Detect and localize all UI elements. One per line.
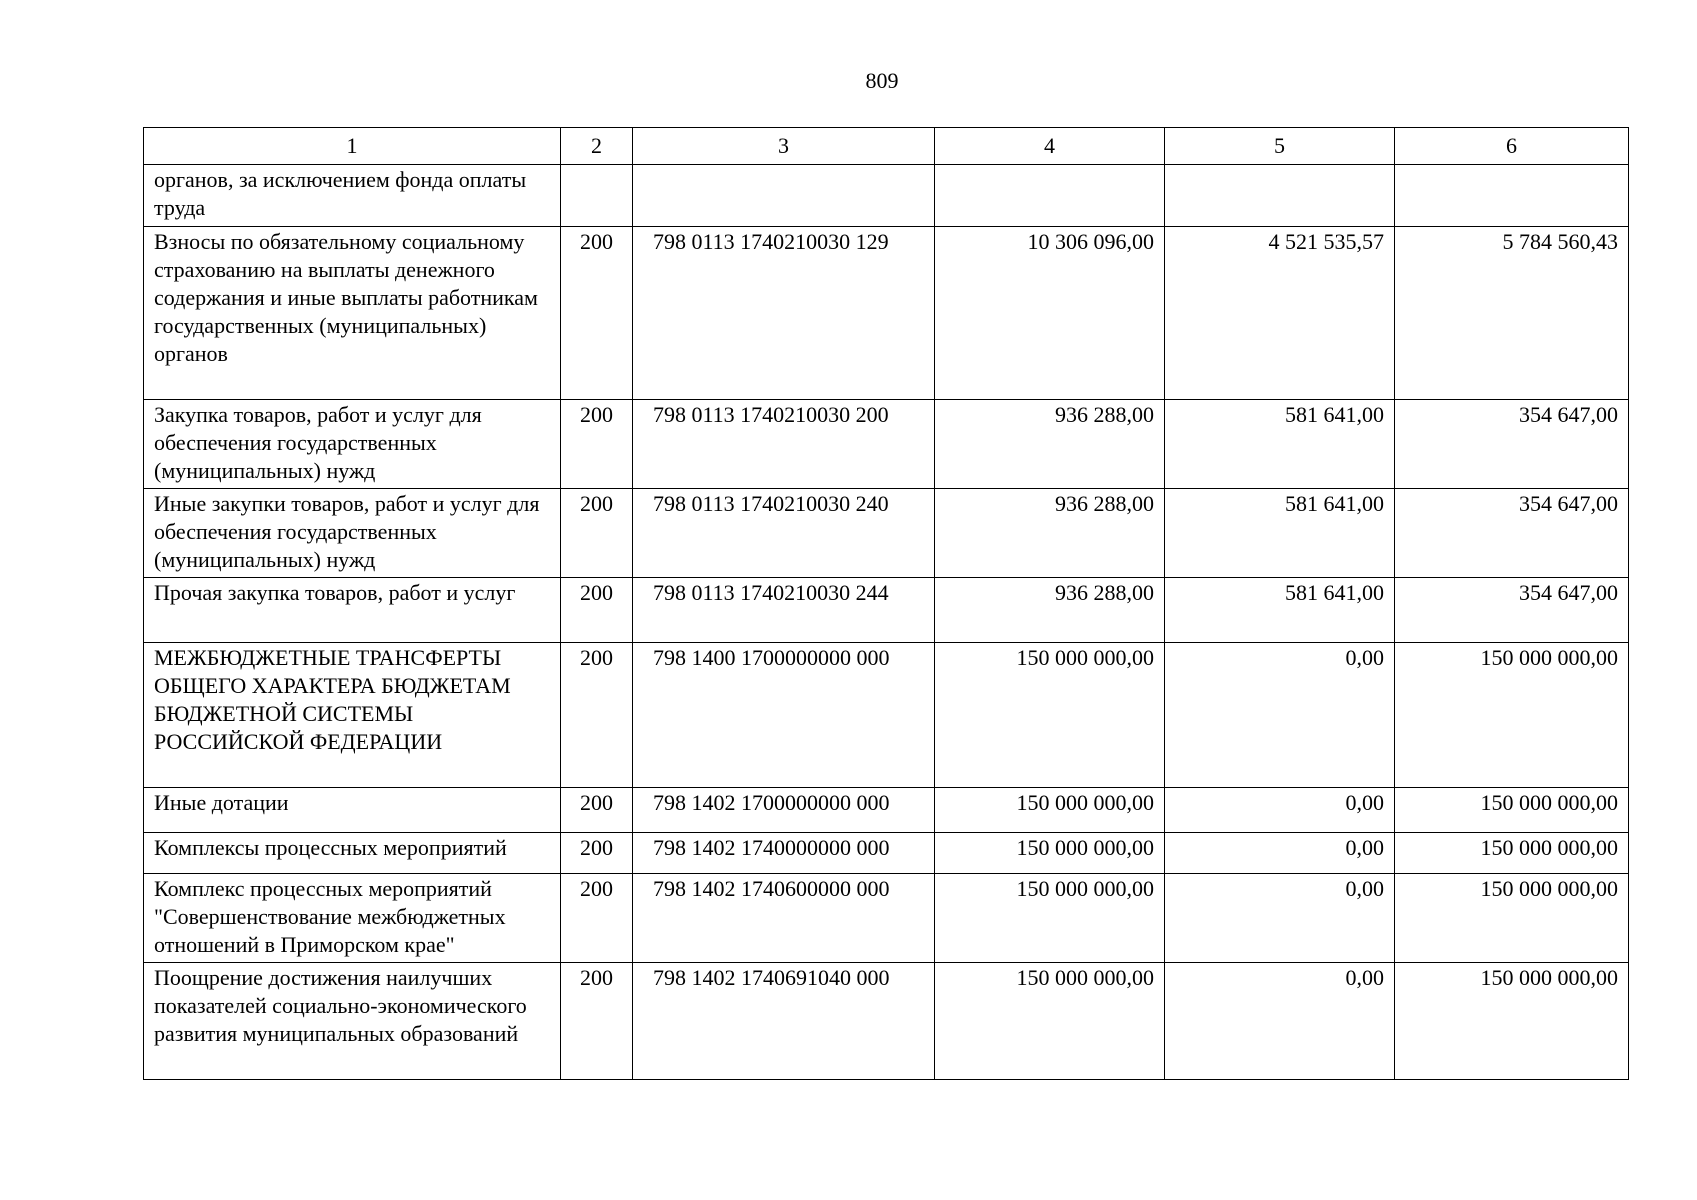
- row-name-cell: органов, за исключением фонда оплаты труда: [144, 165, 561, 227]
- column-header: 5: [1165, 128, 1395, 165]
- row-code-cell: 798 0113 1740210030 244: [633, 578, 935, 643]
- row-name-cell: Комплекс процессных мероприятий "Совершенствование межбюджетных отношений в Приморском крае": [144, 874, 561, 963]
- row-executed-cell: 0,00: [1165, 874, 1395, 963]
- table-row: [144, 227, 1629, 400]
- row-remaining-cell: 354 647,00: [1395, 578, 1629, 643]
- row-admin-cell: 200: [561, 489, 633, 578]
- row-remaining-cell: 354 647,00: [1395, 489, 1629, 578]
- row-approved-cell: 150 000 000,00: [935, 643, 1165, 788]
- row-code-cell: 798 1402 1740600000 000: [633, 874, 935, 963]
- table-row: [144, 874, 1629, 963]
- row-name-cell: Иные дотации: [144, 788, 561, 833]
- row-code-cell: [633, 165, 935, 227]
- row-remaining-cell: 150 000 000,00: [1395, 874, 1629, 963]
- row-name-cell: Комплексы процессных мероприятий: [144, 833, 561, 874]
- row-approved-cell: 936 288,00: [935, 489, 1165, 578]
- row-executed-cell: 581 641,00: [1165, 400, 1395, 489]
- row-admin-cell: 200: [561, 874, 633, 963]
- row-approved-cell: 936 288,00: [935, 578, 1165, 643]
- column-header: 4: [935, 128, 1165, 165]
- row-name-cell: Взносы по обязательному социальному страхованию на выплаты денежного содержания и иные выплаты работникам государственных (муниципальных) органов: [144, 227, 561, 400]
- row-name-cell: Прочая закупка товаров, работ и услуг: [144, 578, 561, 643]
- row-executed-cell: 581 641,00: [1165, 578, 1395, 643]
- row-executed-cell: 0,00: [1165, 788, 1395, 833]
- row-approved-cell: 10 306 096,00: [935, 227, 1165, 400]
- row-remaining-cell: 150 000 000,00: [1395, 833, 1629, 874]
- row-executed-cell: 4 521 535,57: [1165, 227, 1395, 400]
- row-admin-cell: 200: [561, 578, 633, 643]
- table-row: [144, 788, 1629, 833]
- row-executed-cell: 581 641,00: [1165, 489, 1395, 578]
- row-remaining-cell: 5 784 560,43: [1395, 227, 1629, 400]
- column-header: 1: [144, 128, 561, 165]
- row-approved-cell: [935, 165, 1165, 227]
- row-remaining-cell: 150 000 000,00: [1395, 963, 1629, 1080]
- row-admin-cell: 200: [561, 227, 633, 400]
- row-admin-cell: 200: [561, 833, 633, 874]
- table-row: [144, 578, 1629, 643]
- row-code-cell: 798 1402 1740691040 000: [633, 963, 935, 1080]
- table-row: [144, 489, 1629, 578]
- row-approved-cell: 150 000 000,00: [935, 874, 1165, 963]
- row-code-cell: 798 1400 1700000000 000: [633, 643, 935, 788]
- row-approved-cell: 150 000 000,00: [935, 788, 1165, 833]
- row-remaining-cell: 150 000 000,00: [1395, 788, 1629, 833]
- row-admin-cell: 200: [561, 788, 633, 833]
- row-remaining-cell: 150 000 000,00: [1395, 643, 1629, 788]
- row-admin-cell: 200: [561, 963, 633, 1080]
- row-code-cell: 798 1402 1700000000 000: [633, 788, 935, 833]
- row-code-cell: 798 0113 1740210030 200: [633, 400, 935, 489]
- table-header-row: [144, 128, 1629, 165]
- page-number: 809: [865, 68, 899, 93]
- row-admin-cell: 200: [561, 643, 633, 788]
- column-header: 3: [633, 128, 935, 165]
- column-header: 6: [1395, 128, 1629, 165]
- column-header: 2: [561, 128, 633, 165]
- row-name-cell: Закупка товаров, работ и услуг для обеспечения государственных (муниципальных) нужд: [144, 400, 561, 489]
- table-row: [144, 643, 1629, 788]
- row-approved-cell: 150 000 000,00: [935, 963, 1165, 1080]
- row-executed-cell: 0,00: [1165, 963, 1395, 1080]
- row-code-cell: 798 0113 1740210030 129: [633, 227, 935, 400]
- table-row: [144, 963, 1629, 1080]
- row-code-cell: 798 1402 1740000000 000: [633, 833, 935, 874]
- row-remaining-cell: 354 647,00: [1395, 400, 1629, 489]
- table-row: [144, 400, 1629, 489]
- table-row: [144, 165, 1629, 227]
- row-approved-cell: 936 288,00: [935, 400, 1165, 489]
- table-row: [144, 833, 1629, 874]
- row-admin-cell: [561, 165, 633, 227]
- row-remaining-cell: [1395, 165, 1629, 227]
- row-name-cell: Поощрение достижения наилучших показателей социально-экономического развития муниципальных образований: [144, 963, 561, 1080]
- row-executed-cell: 0,00: [1165, 833, 1395, 874]
- row-name-cell: МЕЖБЮДЖЕТНЫЕ ТРАНСФЕРТЫ ОБЩЕГО ХАРАКТЕРА БЮДЖЕТАМ БЮДЖЕТНОЙ СИСТЕМЫ РОССИЙСКОЙ ФЕДЕРАЦИИ: [144, 643, 561, 788]
- row-approved-cell: 150 000 000,00: [935, 833, 1165, 874]
- row-admin-cell: 200: [561, 400, 633, 489]
- row-name-cell: Иные закупки товаров, работ и услуг для обеспечения государственных (муниципальных) нужд: [144, 489, 561, 578]
- row-code-cell: 798 0113 1740210030 240: [633, 489, 935, 578]
- budget-table: [143, 127, 1629, 1080]
- row-executed-cell: [1165, 165, 1395, 227]
- row-executed-cell: 0,00: [1165, 643, 1395, 788]
